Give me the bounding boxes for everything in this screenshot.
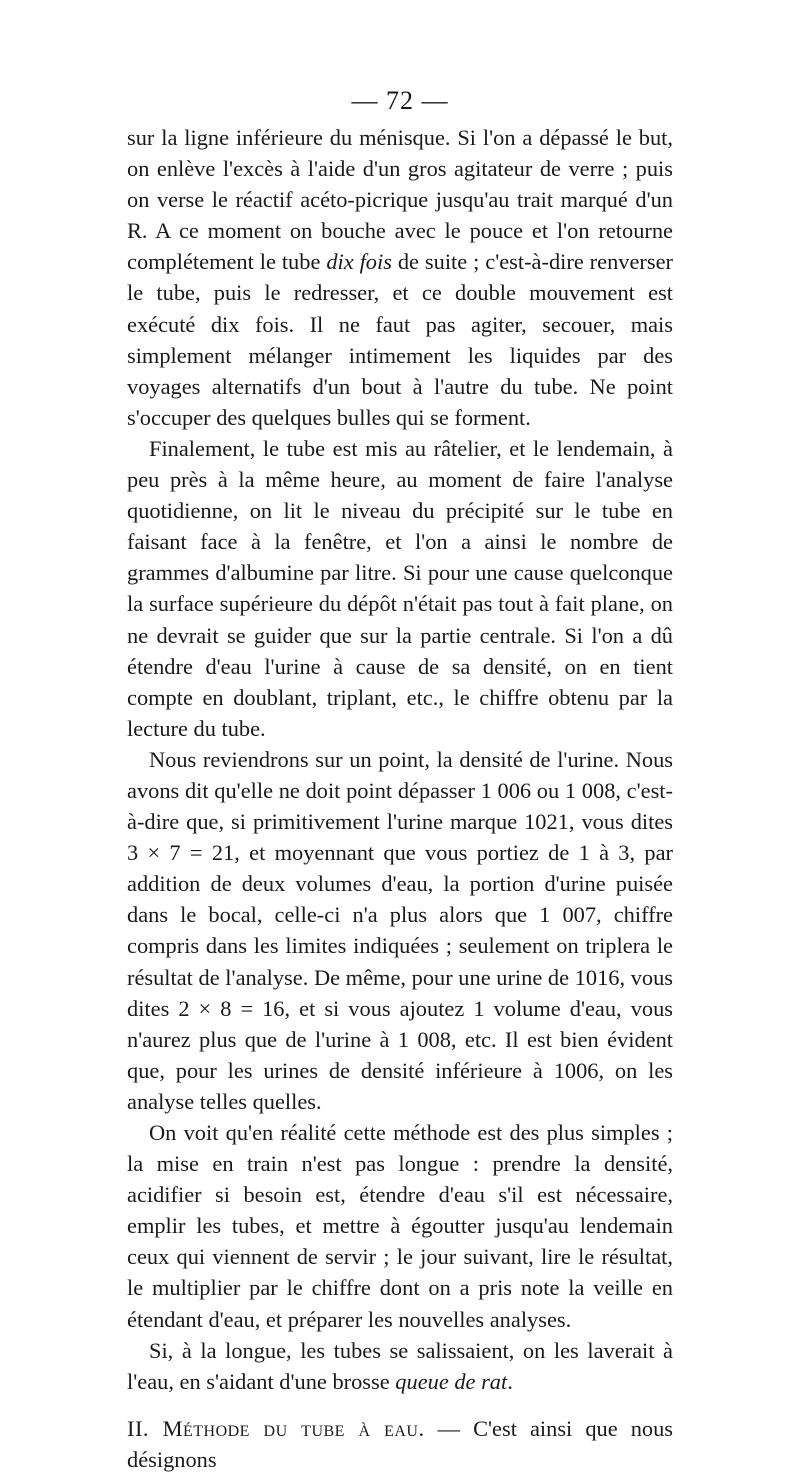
paragraph-1-tail: de suite ; c'est-à-dire renverser le tube, puis le redresser, et ce double mouvement est exécuté dix fois. Il ne faut pas agiter, secouer, mais simplement mélanger intimement les liquides par des voyages alternatifs d'un bout à l'autre du tube. Ne point s'occuper des quelques bulles qui se forment. bbox=[127, 249, 673, 430]
page-number: — 72 — bbox=[351, 86, 449, 115]
section-heading: II. Méthode du tube à eau. bbox=[127, 1415, 425, 1441]
paragraph-1-text: sur la ligne inférieure du ménisque. Si l'on a dépassé le but, on enlève l'excès à l'aide d'un gros agitateur de verre ; puis on verse le réactif acéto-picrique jusqu'au trait marqué d'un R. A ce moment on bouche avec le pouce et l'on retourne complétement le tube bbox=[127, 125, 673, 275]
paragraph-3: Nous reviendrons sur un point, la densité de l'urine. Nous avons dit qu'elle ne doit point dépasser 1 006 ou 1 008, c'est-à-dire que, si primitivement l'urine marque 1021, vous dites 3 × 7 = 21, et moyennant que vous portiez de 1 à 3, par addition de deux volumes d'eau, la portion d'urine puisée dans le bocal, celle-ci n'a plus alors que 1 007, chiffre compris dans les limites indiquées ; seulement on triplera le résultat de l'analyse. De même, pour une urine de 1016, vous dites 2 × 8 = 16, et si vous ajoutez 1 volume d'eau, vous n'aurez plus que de l'urine à 1 008, etc. Il est bien évident que, pour les urines de densité inférieure à 1006, on les analyse telles quelles. bbox=[127, 746, 673, 1114]
paragraph-4: On voit qu'en réalité cette méthode est des plus simples ; la mise en train n'est pas longue : prendre la densité, acidifier si besoin est, étendre d'eau s'il est nécessaire, emplir les tubes, et mettre à égoutter jusqu'au lendemain ceux qui viennent de servir ; le jour suivant, lire le résultat, le multiplier par le chiffre dont on a pris note la veille en étendant d'eau, et préparer les nouvelles analyses. bbox=[127, 1120, 673, 1332]
paragraph-5 bbox=[127, 1335, 673, 1397]
page-body bbox=[127, 122, 673, 1475]
paragraph-5-tail: . bbox=[507, 1368, 513, 1394]
paragraph-1 bbox=[127, 122, 673, 433]
paragraph-1-emphasis: dix fois bbox=[326, 249, 392, 275]
paragraph-5-text: Si, à la longue, les tubes se salissaient, on les laverait à l'eau, en s'aidant d'une brosse bbox=[127, 1337, 673, 1394]
paragraph-5-emphasis: queue de rat bbox=[395, 1368, 508, 1394]
paragraph-2: Finalement, le tube est mis au râtelier, et le lendemain, à peu près à la même heure, au moment de faire l'analyse quotidienne, on lit le niveau du précipité sur le tube en faisant face à la fenêtre, et l'on a ainsi le nombre de grammes d'albumine par litre. Si pour une cause quelconque la surface supérieure du dépôt n'était pas tout à fait plane, on ne devrait se guider que sur la partie centrale. Si l'on a dû étendre d'eau l'urine à cause de sa densité, on en tient compte en doublant, triplant, etc., le chiffre obtenu par la lecture du tube. bbox=[127, 435, 673, 741]
section-heading-paragraph bbox=[127, 1413, 673, 1475]
section-heading-text: — C'est ainsi que nous désignons bbox=[127, 1415, 674, 1472]
